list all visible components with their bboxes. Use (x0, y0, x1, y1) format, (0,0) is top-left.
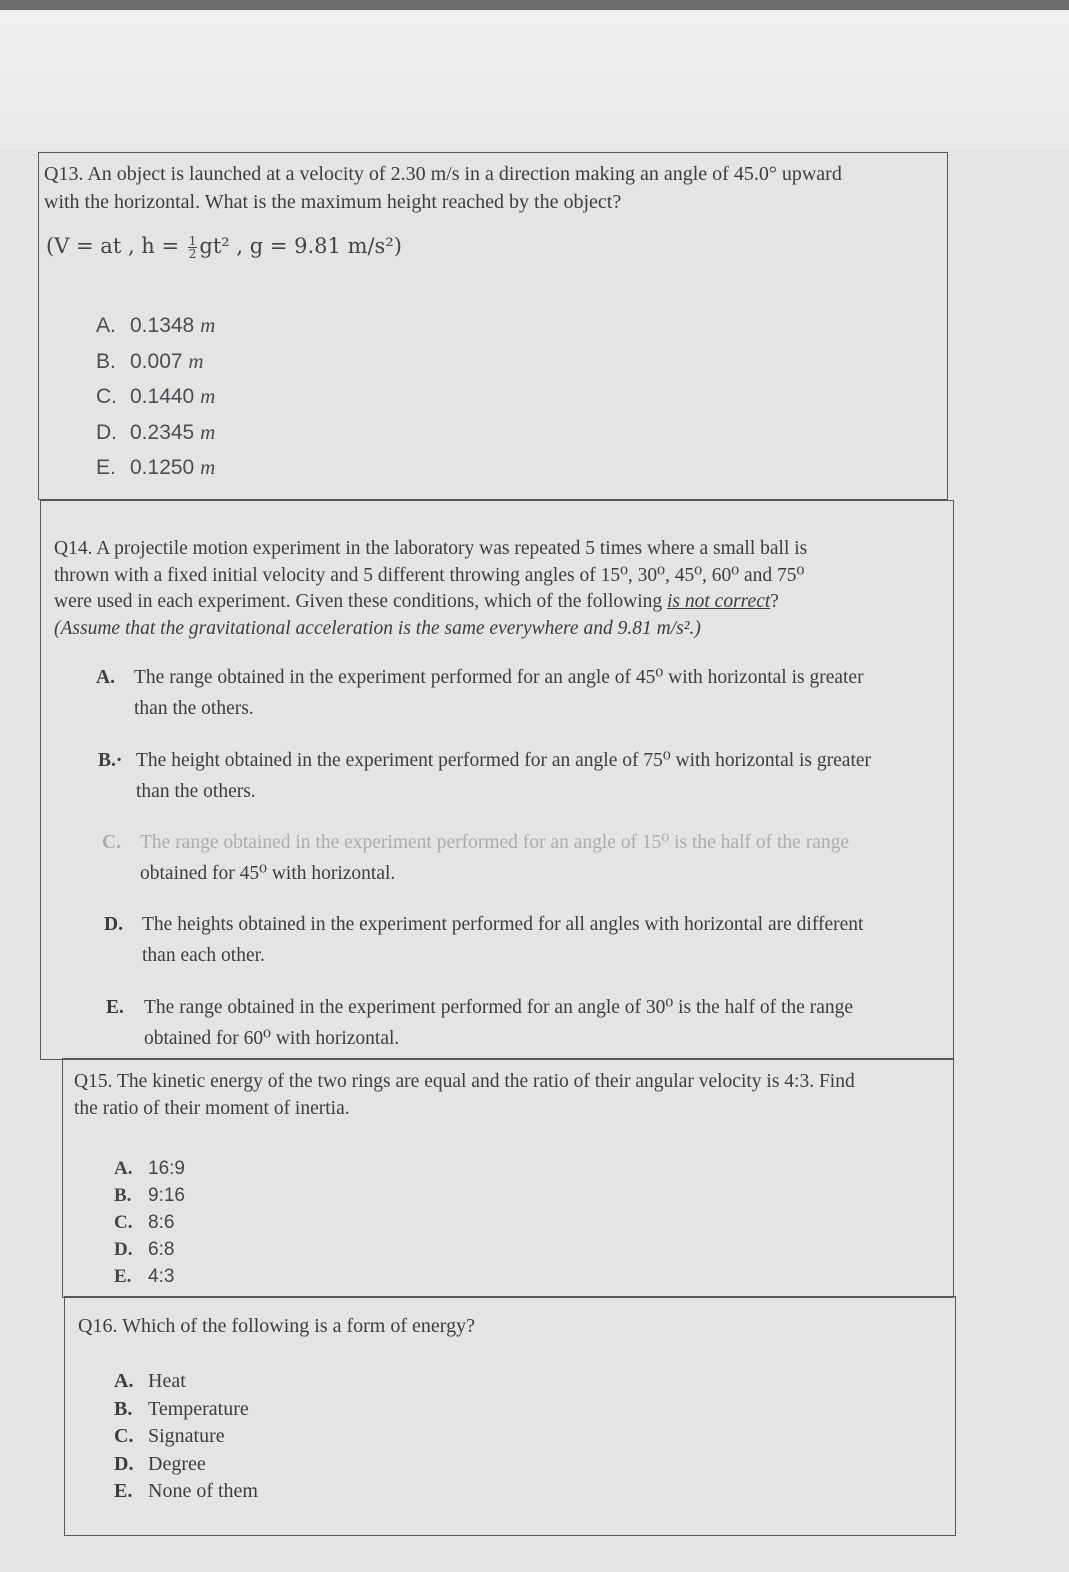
option-text (144, 992, 853, 1054)
q14-option-d[interactable] (104, 909, 954, 971)
q13-options (96, 308, 215, 486)
q14-line3: were used in each experiment. Given these conditions, which of the following (54, 591, 663, 612)
q13-option-e[interactable] (96, 450, 215, 486)
option-value: Degree (148, 1452, 206, 1475)
option-value: Heat (148, 1370, 186, 1392)
q14-question (54, 536, 949, 642)
q15-question (74, 1068, 949, 1122)
q13-question (44, 160, 944, 216)
option-line1: The range obtained in the experiment performed for an angle of 45⁰ with horizontal is greater (134, 667, 864, 688)
q14-emphasis: is not correct (667, 591, 771, 612)
fraction-numerator: 1 (188, 234, 197, 248)
q13-option-a[interactable] (96, 308, 215, 344)
option-letter: D. (114, 1452, 134, 1475)
q16-option-e[interactable] (114, 1478, 258, 1506)
option-value: None of them (148, 1480, 258, 1502)
option-letter: C. (114, 1425, 134, 1447)
q16-option-c[interactable] (114, 1423, 258, 1451)
q16-question (78, 1312, 938, 1340)
q13-option-b[interactable] (96, 344, 215, 380)
option-line1: The heights obtained in the experiment performed for all angles with horizontal are different (142, 914, 864, 935)
option-letter: E. (114, 1480, 133, 1502)
q15-option-e[interactable] (114, 1263, 185, 1290)
option-value: 0.1250 (130, 456, 195, 479)
fraction (188, 235, 198, 260)
q15-option-c[interactable] (114, 1209, 185, 1236)
option-value: 4:3 (148, 1266, 175, 1287)
option-text (134, 662, 864, 724)
q14-option-a[interactable] (96, 662, 946, 724)
fraction-denominator: 2 (188, 247, 197, 261)
q13-number: Q13. (44, 163, 84, 185)
option-letter: C. (96, 385, 117, 408)
option-value: Signature (148, 1425, 225, 1447)
option-unit: m (200, 419, 216, 444)
q15-option-b[interactable] (114, 1182, 185, 1209)
option-letter: D. (96, 420, 117, 444)
q14-qmark: ? (770, 591, 779, 612)
option-unit: m (200, 313, 216, 337)
option-value: 16:9 (148, 1158, 185, 1179)
option-text (142, 909, 863, 971)
q16-number: Q16. (78, 1315, 118, 1337)
option-letter: B. (114, 1185, 132, 1206)
option-letter: D. (104, 914, 123, 935)
option-value: 9:16 (148, 1185, 185, 1206)
q15-line2: the ratio of their moment of inertia. (74, 1098, 350, 1119)
option-line1: The range obtained in the experiment performed for an angle of 15⁰ is the half of the range (140, 832, 849, 853)
q14-option-b[interactable] (98, 745, 948, 807)
formula-open: (V = at , h = (46, 234, 180, 258)
option-letter: D. (114, 1239, 133, 1260)
q15-number: Q15. (74, 1071, 113, 1092)
option-line2: than the others. (134, 698, 254, 719)
option-value: 0.1348 (130, 314, 195, 337)
q14-options (96, 662, 946, 1062)
option-letter: E. (114, 1266, 132, 1287)
option-letter: B. (114, 1397, 133, 1420)
page-margin (0, 10, 1069, 150)
q16-option-a[interactable] (114, 1368, 258, 1396)
q15-line1: The kinetic energy of the two rings are equal and the ratio of their angular velocity is 4:3. Find (117, 1071, 855, 1092)
option-unit: m (200, 455, 216, 479)
option-letter: A. (96, 314, 116, 337)
option-unit: m (200, 384, 216, 408)
option-value: 0.1440 (130, 385, 195, 408)
option-unit: m (188, 348, 204, 373)
option-line2: than each other. (142, 945, 265, 966)
option-line1: The height obtained in the experiment performed for an angle of 75⁰ with horizontal is greater (136, 750, 872, 771)
option-letter: E. (106, 997, 124, 1018)
q16-option-d[interactable] (114, 1451, 258, 1479)
option-letter: B. (96, 349, 116, 373)
option-value: 8:6 (148, 1212, 175, 1233)
top-edge (0, 0, 1069, 10)
q13-option-c[interactable] (96, 379, 215, 415)
q14-line1: A projectile motion experiment in the laboratory was repeated 5 times where a small ball is (96, 538, 808, 559)
option-value: 0.2345 (130, 420, 195, 444)
option-value: 0.007 (130, 349, 183, 373)
q13-option-d[interactable] (96, 415, 215, 451)
option-line2: obtained for 45⁰ with horizontal. (140, 863, 396, 884)
option-text (136, 745, 871, 807)
q13-formula (46, 234, 402, 260)
q14-number: Q14. (54, 538, 93, 559)
option-line1: The range obtained in the experiment performed for an angle of 30⁰ is the half of the range (144, 997, 853, 1018)
q15-option-a[interactable] (114, 1155, 185, 1182)
q14-option-c[interactable] (102, 827, 952, 889)
option-letter: B.· (98, 750, 123, 771)
q14-line4: (Assume that the gravitational acceleration is the same everywhere and 9.81 m/s².) (54, 617, 701, 639)
q15-option-d[interactable] (114, 1236, 185, 1263)
q14-option-e[interactable] (106, 992, 956, 1054)
option-line2: than the others. (136, 781, 256, 802)
option-value: 6:8 (148, 1239, 175, 1260)
option-letter: E. (96, 456, 116, 479)
q16-text: Which of the following is a form of energy? (122, 1315, 475, 1337)
option-text (140, 827, 849, 889)
option-letter: C. (114, 1212, 133, 1233)
option-letter: A. (96, 667, 115, 688)
option-letter: C. (102, 832, 121, 853)
option-letter: A. (114, 1370, 134, 1392)
q13-line2: with the horizontal. What is the maximum height reached by the object? (44, 191, 622, 213)
option-letter: A. (114, 1158, 133, 1179)
q14-line2: thrown with a fixed initial velocity and 5 different throwing angles of 15⁰, 30⁰, 45⁰, 60⁰ and 75⁰ (54, 564, 805, 586)
option-line2: obtained for 60⁰ with horizontal. (144, 1028, 400, 1049)
option-value: Temperature (148, 1397, 249, 1420)
q16-option-b[interactable] (114, 1396, 258, 1424)
q13-line1: An object is launched at a velocity of 2.30 m/s in a direction making an angle of 45.0° upward (87, 163, 842, 185)
q16-options (114, 1368, 258, 1506)
q15-options (114, 1155, 185, 1290)
formula-rest: gt² , g = 9.81 m/s²) (199, 234, 402, 258)
